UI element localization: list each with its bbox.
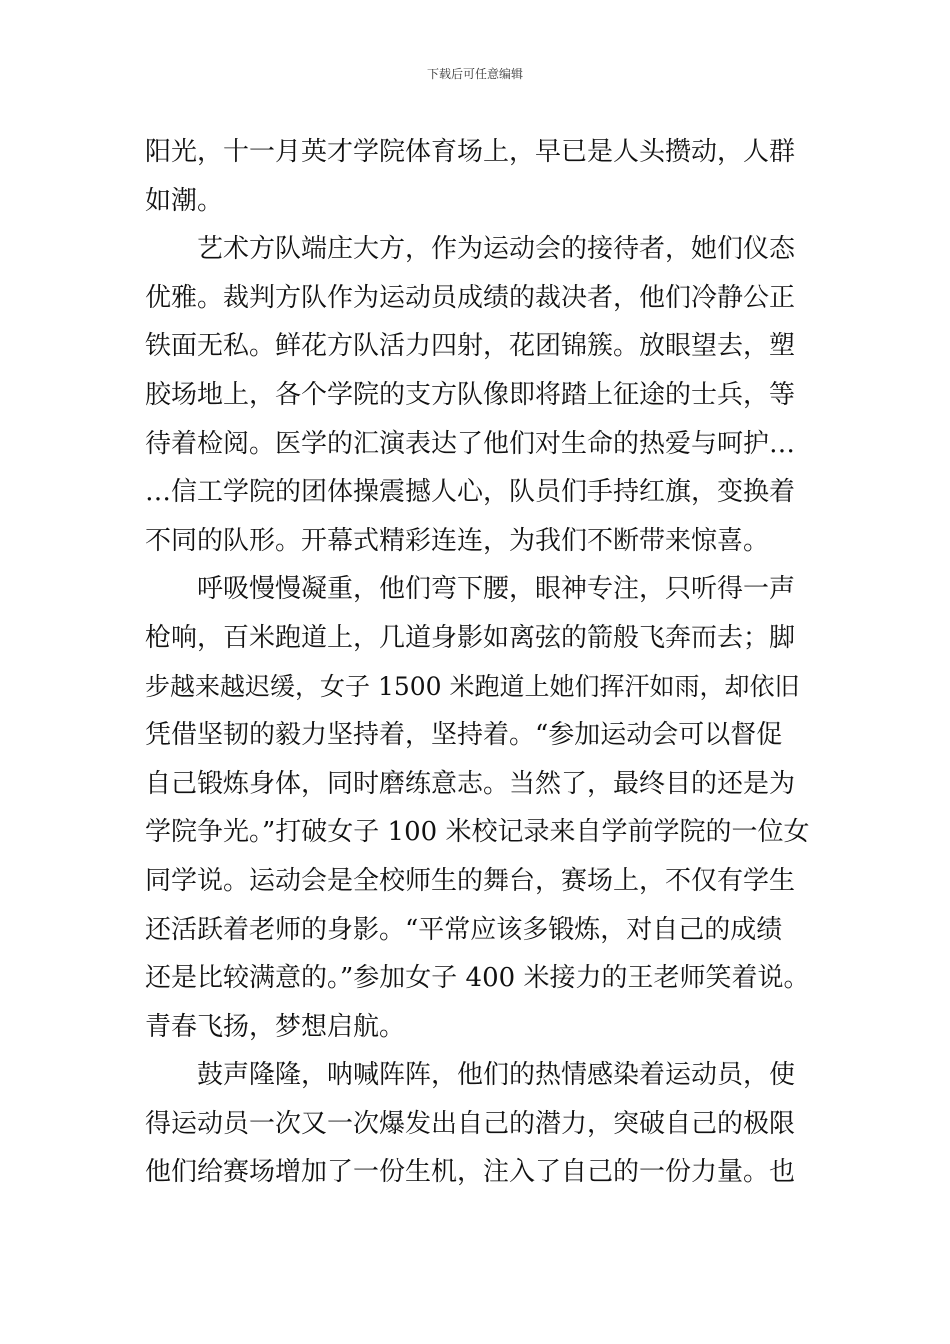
text-line: 待着检阅。医学的汇演表达了他们对生命的热爱与呵护…	[145, 428, 796, 459]
paragraph-start-line: 艺术方队端庄大方，作为运动会的接待者，她们仪态	[197, 234, 796, 265]
text-line: 阳光，十一月英才学院体育场上，早已是人头攒动，人群	[145, 137, 796, 167]
text-line: 自己锻炼身体，同时磨练意志。当然了，最终目的还是为	[145, 768, 796, 799]
text-line: 铁面无私。鲜花方队活力四射，花团锦簇。放眼望去，塑	[145, 331, 796, 362]
text-line: 还是比较满意的。”参加女子 400 米接力的王老师笑着说。	[145, 963, 810, 994]
page-header: 下载后可任意编辑	[426, 67, 523, 81]
paragraph-start-line: 鼓声隆隆，呐喊阵阵，他们的热情感染着运动员，使	[197, 1060, 796, 1091]
text-line: 优雅。裁判方队作为运动员成绩的裁决者，他们冷静公正	[145, 282, 796, 313]
paragraph-start-line: 呼吸慢慢凝重，他们弯下腰，眼神专注，只听得一声	[197, 574, 796, 605]
text-line: 不同的队形。开幕式精彩连连，为我们不断带来惊喜。	[145, 525, 770, 556]
text-line: 同学说。运动会是全校师生的舞台，赛场上，不仅有学生	[145, 865, 796, 896]
text-line: 青春飞扬，梦想启航。	[145, 1011, 406, 1042]
text-line: 凭借坚韧的毅力坚持着，坚持着。“参加运动会可以督促	[145, 720, 783, 751]
text-line: 还活跃着老师的身影。“平常应该多锻炼，对自己的成绩	[145, 914, 783, 945]
text-line: 枪响，百米跑道上，几道身影如离弦的箭般飞奔而去；脚	[145, 622, 796, 653]
article-body	[145, 128, 810, 1197]
text-line: 步越来越迟缓，女子 1500 米跑道上她们挥汗如雨，却依旧	[145, 671, 800, 701]
text-line: 他们给赛场增加了一份生机，注入了自己的一份力量。也	[145, 1157, 796, 1188]
text-line: 胶场地上，各个学院的支方队像即将踏上征途的士兵，等	[145, 379, 796, 410]
text-line: 学院争光。”打破女子 100 米校记录来自学前学院的一位女	[145, 817, 810, 848]
text-line: …信工学院的团体操震撼人心，队员们手持红旗，变换着	[145, 477, 796, 508]
text-line: 如潮。	[145, 185, 224, 216]
text-line: 得运动员一次又一次爆发出自己的潜力，突破自己的极限	[145, 1108, 796, 1139]
